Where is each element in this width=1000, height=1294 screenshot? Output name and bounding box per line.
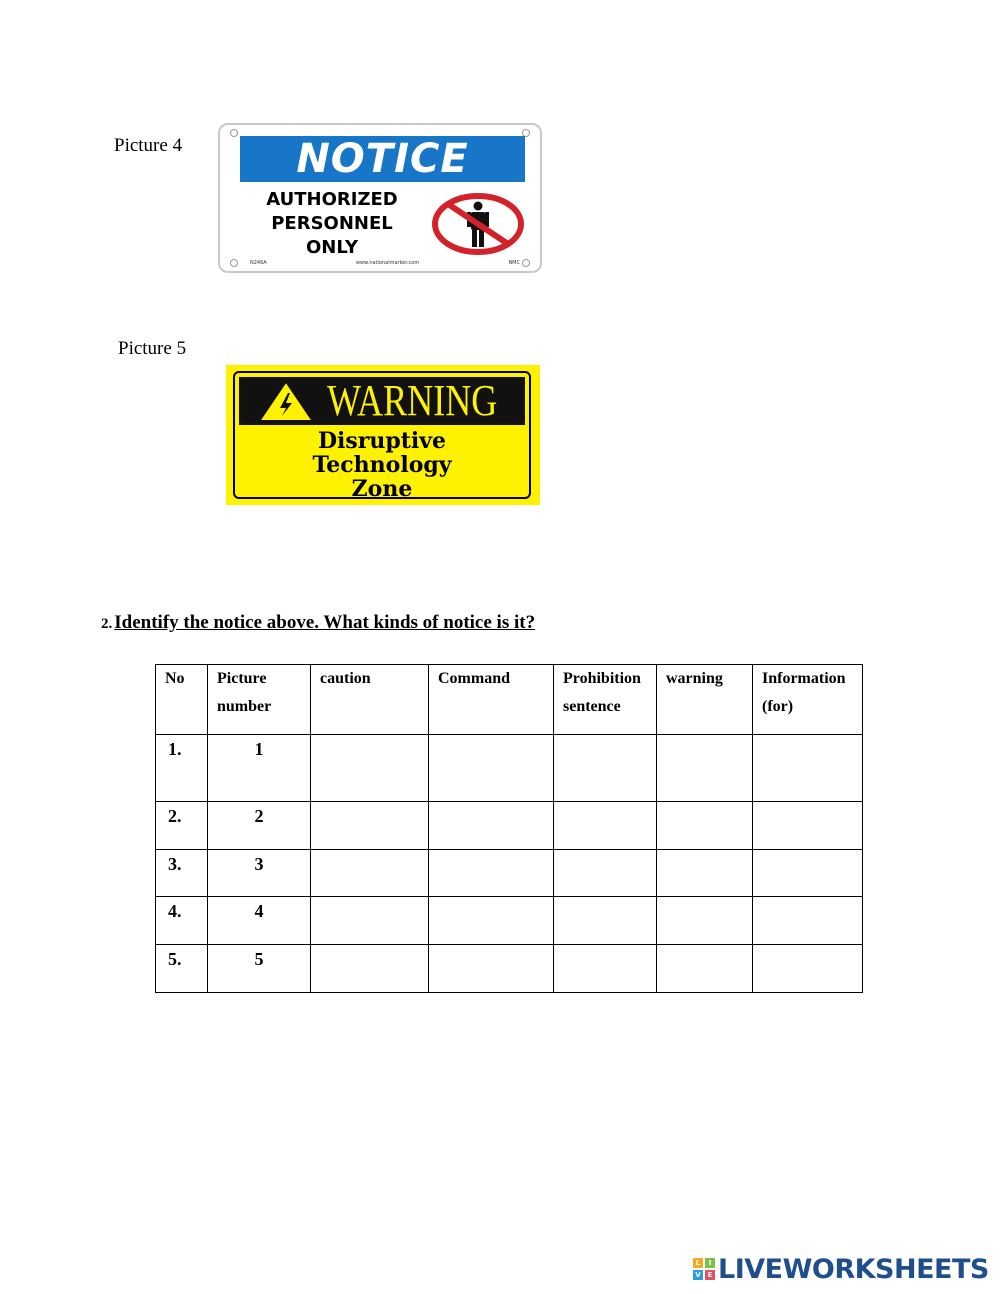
row-number: 4. bbox=[156, 897, 208, 945]
table-header-row bbox=[156, 665, 863, 735]
warning-header: WARNING bbox=[327, 376, 498, 425]
answer-cell-warning[interactable] bbox=[657, 850, 753, 897]
picture-4-label: Picture 4 bbox=[114, 135, 183, 156]
answer-cell-prohibition[interactable] bbox=[554, 945, 657, 993]
answer-cell-information[interactable] bbox=[753, 735, 863, 802]
notice-text bbox=[234, 188, 430, 260]
row-picture-number: 3 bbox=[208, 850, 311, 897]
header-text: No bbox=[165, 670, 185, 687]
table-row bbox=[156, 945, 863, 993]
notice-footer-url: www.nationalmarker.com bbox=[355, 260, 420, 266]
header-text: warning bbox=[666, 670, 723, 687]
logo-block: I bbox=[705, 1258, 715, 1268]
notice-header: NOTICE bbox=[240, 136, 525, 182]
answer-cell-prohibition[interactable] bbox=[554, 850, 657, 897]
logo-text: LIVEWORKSHEETS bbox=[718, 1253, 989, 1285]
row-picture-number: 4 bbox=[208, 897, 311, 945]
header-caution bbox=[311, 665, 429, 735]
warning-sign-image bbox=[226, 365, 540, 505]
table-row bbox=[156, 802, 863, 850]
answer-cell-command[interactable] bbox=[429, 735, 554, 802]
header-prohibition bbox=[554, 665, 657, 735]
table-row bbox=[156, 735, 863, 802]
notice-line: ONLY bbox=[305, 237, 359, 258]
warning-line: Zone bbox=[351, 476, 413, 502]
answer-cell-command[interactable] bbox=[429, 897, 554, 945]
question-heading bbox=[101, 612, 535, 634]
logo-block: L bbox=[693, 1258, 703, 1268]
answer-cell-information[interactable] bbox=[753, 945, 863, 993]
header-text: caution bbox=[320, 670, 371, 687]
electric-hazard-icon bbox=[261, 383, 311, 421]
warning-sign-border bbox=[233, 371, 531, 502]
answer-cell-information[interactable] bbox=[753, 850, 863, 897]
notice-line: AUTHORIZED bbox=[266, 189, 398, 210]
warning-line: Technology bbox=[312, 452, 452, 478]
row-picture-number: 2 bbox=[208, 802, 311, 850]
warning-line: Disruptive bbox=[317, 428, 447, 454]
row-number: 3. bbox=[156, 850, 208, 897]
mounting-hole-icon bbox=[522, 259, 530, 267]
header-warning bbox=[657, 665, 753, 735]
answer-cell-warning[interactable] bbox=[657, 945, 753, 993]
liveworksheets-logo[interactable] bbox=[693, 1254, 989, 1284]
logo-blocks-icon bbox=[693, 1258, 715, 1280]
answer-cell-information[interactable] bbox=[753, 802, 863, 850]
answer-cell-caution[interactable] bbox=[311, 945, 429, 993]
answer-cell-caution[interactable] bbox=[311, 850, 429, 897]
answer-cell-caution[interactable] bbox=[311, 735, 429, 802]
row-number: 1. bbox=[156, 735, 208, 802]
answer-cell-command[interactable] bbox=[429, 945, 554, 993]
answer-cell-command[interactable] bbox=[429, 802, 554, 850]
row-picture-number: 5 bbox=[208, 945, 311, 993]
row-number: 2. bbox=[156, 802, 208, 850]
warning-text bbox=[235, 429, 529, 501]
header-text: Picture bbox=[217, 670, 267, 687]
header-text: Prohibition bbox=[563, 670, 641, 687]
header-no bbox=[156, 665, 208, 735]
logo-block: E bbox=[705, 1270, 715, 1280]
picture-5-label: Picture 5 bbox=[118, 338, 187, 359]
question-number: 2. bbox=[101, 616, 113, 632]
notice-line: PERSONNEL bbox=[271, 213, 393, 234]
mounting-hole-icon bbox=[230, 129, 238, 137]
answer-cell-caution[interactable] bbox=[311, 802, 429, 850]
header-text: Command bbox=[438, 670, 511, 687]
header-text: (for) bbox=[762, 698, 794, 715]
answer-cell-prohibition[interactable] bbox=[554, 897, 657, 945]
answer-cell-command[interactable] bbox=[429, 850, 554, 897]
answer-cell-warning[interactable] bbox=[657, 802, 753, 850]
header-picture-number bbox=[208, 665, 311, 735]
row-picture-number: 1 bbox=[208, 735, 311, 802]
table-row bbox=[156, 850, 863, 897]
answer-cell-information[interactable] bbox=[753, 897, 863, 945]
no-person-icon bbox=[431, 193, 525, 255]
header-command bbox=[429, 665, 554, 735]
notice-footer bbox=[250, 260, 520, 266]
header-text: Information bbox=[762, 670, 846, 687]
notice-footer-code: N246A bbox=[250, 260, 267, 266]
answer-cell-warning[interactable] bbox=[657, 735, 753, 802]
answer-table bbox=[155, 664, 863, 993]
question-text: Identify the notice above. What kinds of notice is it? bbox=[114, 612, 536, 633]
mounting-hole-icon bbox=[230, 259, 238, 267]
notice-sign-image bbox=[218, 123, 542, 273]
answer-cell-warning[interactable] bbox=[657, 897, 753, 945]
table-row bbox=[156, 897, 863, 945]
notice-footer-brand: NMC bbox=[508, 260, 520, 266]
warning-header-band bbox=[239, 377, 525, 425]
answer-cell-caution[interactable] bbox=[311, 897, 429, 945]
row-number: 5. bbox=[156, 945, 208, 993]
answer-cell-prohibition[interactable] bbox=[554, 802, 657, 850]
header-text: sentence bbox=[563, 698, 621, 715]
answer-cell-prohibition[interactable] bbox=[554, 735, 657, 802]
logo-block: V bbox=[693, 1270, 703, 1280]
header-information bbox=[753, 665, 863, 735]
header-text: number bbox=[217, 698, 272, 715]
